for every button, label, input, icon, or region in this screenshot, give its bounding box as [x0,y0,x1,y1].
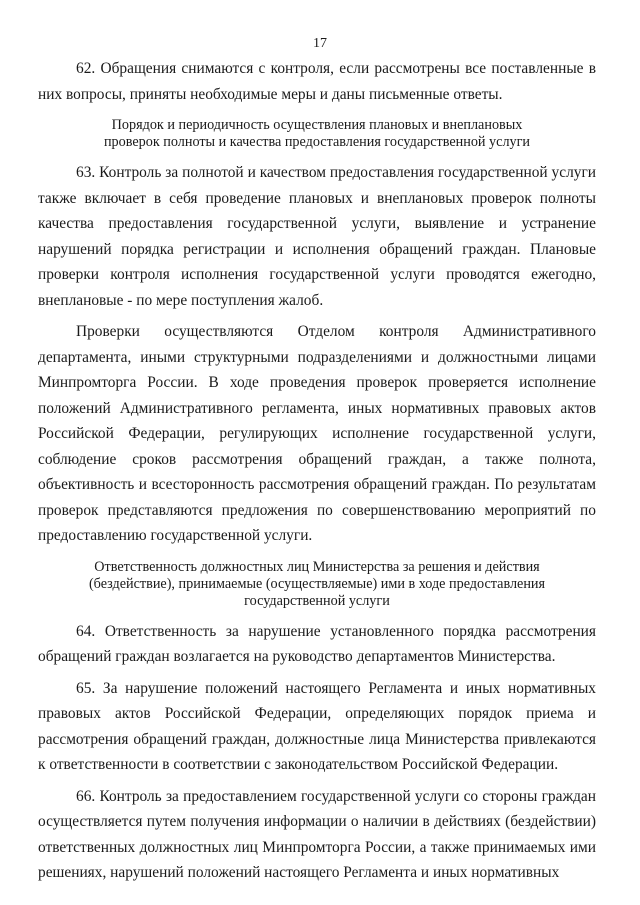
heading-line: государственной услуги [244,592,390,609]
document-body [38,56,596,892]
heading-line: Порядок и периодичность осуществления плановых и внеплановых [111,117,523,133]
paragraph-66: 66. Контроль за предоставлением государственной услуги со стороны граждан осуществляется путем получения информации о наличии в действиях (бездействии) ответственных должностных лиц Минпромторга России, а также принимаемых ими решениях, нарушений положений настоящего Регламента и иных нормативных [38,787,596,881]
section-heading-responsibility [38,559,596,610]
page-number: 17 [313,36,327,51]
section-heading-inspections [38,117,596,151]
paragraph-63: 63. Контроль за полнотой и качеством предоставления государственной услуги также включает в себя проведение плановых и внеплановых проверок полноты качества предоставления государственной услуги, выявление и устранение нарушений порядка регистрации и исполнения обращений граждан. Плановые проверки контроля исполнения государственной услуги проводятся ежегодно, внеплановые - по мере поступления жалоб. [38,164,596,309]
paragraph-62: 62. Обращения снимаются с контроля, если рассмотрены все поставленные в них вопросы, приняты необходимые меры и даны письменные ответы. [38,60,596,103]
heading-line: проверок полноты и качества предоставления государственной услуги [103,134,531,150]
heading-line: (бездействие), принимаемые (осуществляемые) ими в ходе предоставления [88,575,546,592]
heading-line: Ответственность должностных лиц Министерства за решения и действия [94,558,540,575]
paragraph-inspections-detail: Проверки осуществляются Отделом контроля Административного департамента, иными структурными подразделениями и должностными лицами Минпромторга России. В ходе проведения проверок проверяется исполнение положений Административного регламента, иных нормативных правовых актов Российской Федерации, регулирующих исполнение государственной услуги, соблюдение сроков рассмотрения обращений граждан, а также полнота, объективность и всесторонность рассмотрения обращений граждан. По результатам проверок представляются предложения по совершенствованию мероприятий по предоставлению государственной услуги. [38,323,596,544]
paragraph-65: 65. За нарушение положений настоящего Регламента и иных нормативных правовых актов Российской Федерации, определяющих порядок приема и рассмотрения обращений граждан, должностные лица Министерства привлекаются к ответственности в соответствии с законодательством Российской Федерации. [38,679,596,773]
paragraph-64: 64. Ответственность за нарушение установленного порядка рассмотрения обращений граждан возлагается на руководство департаментов Министерства. [38,622,596,665]
